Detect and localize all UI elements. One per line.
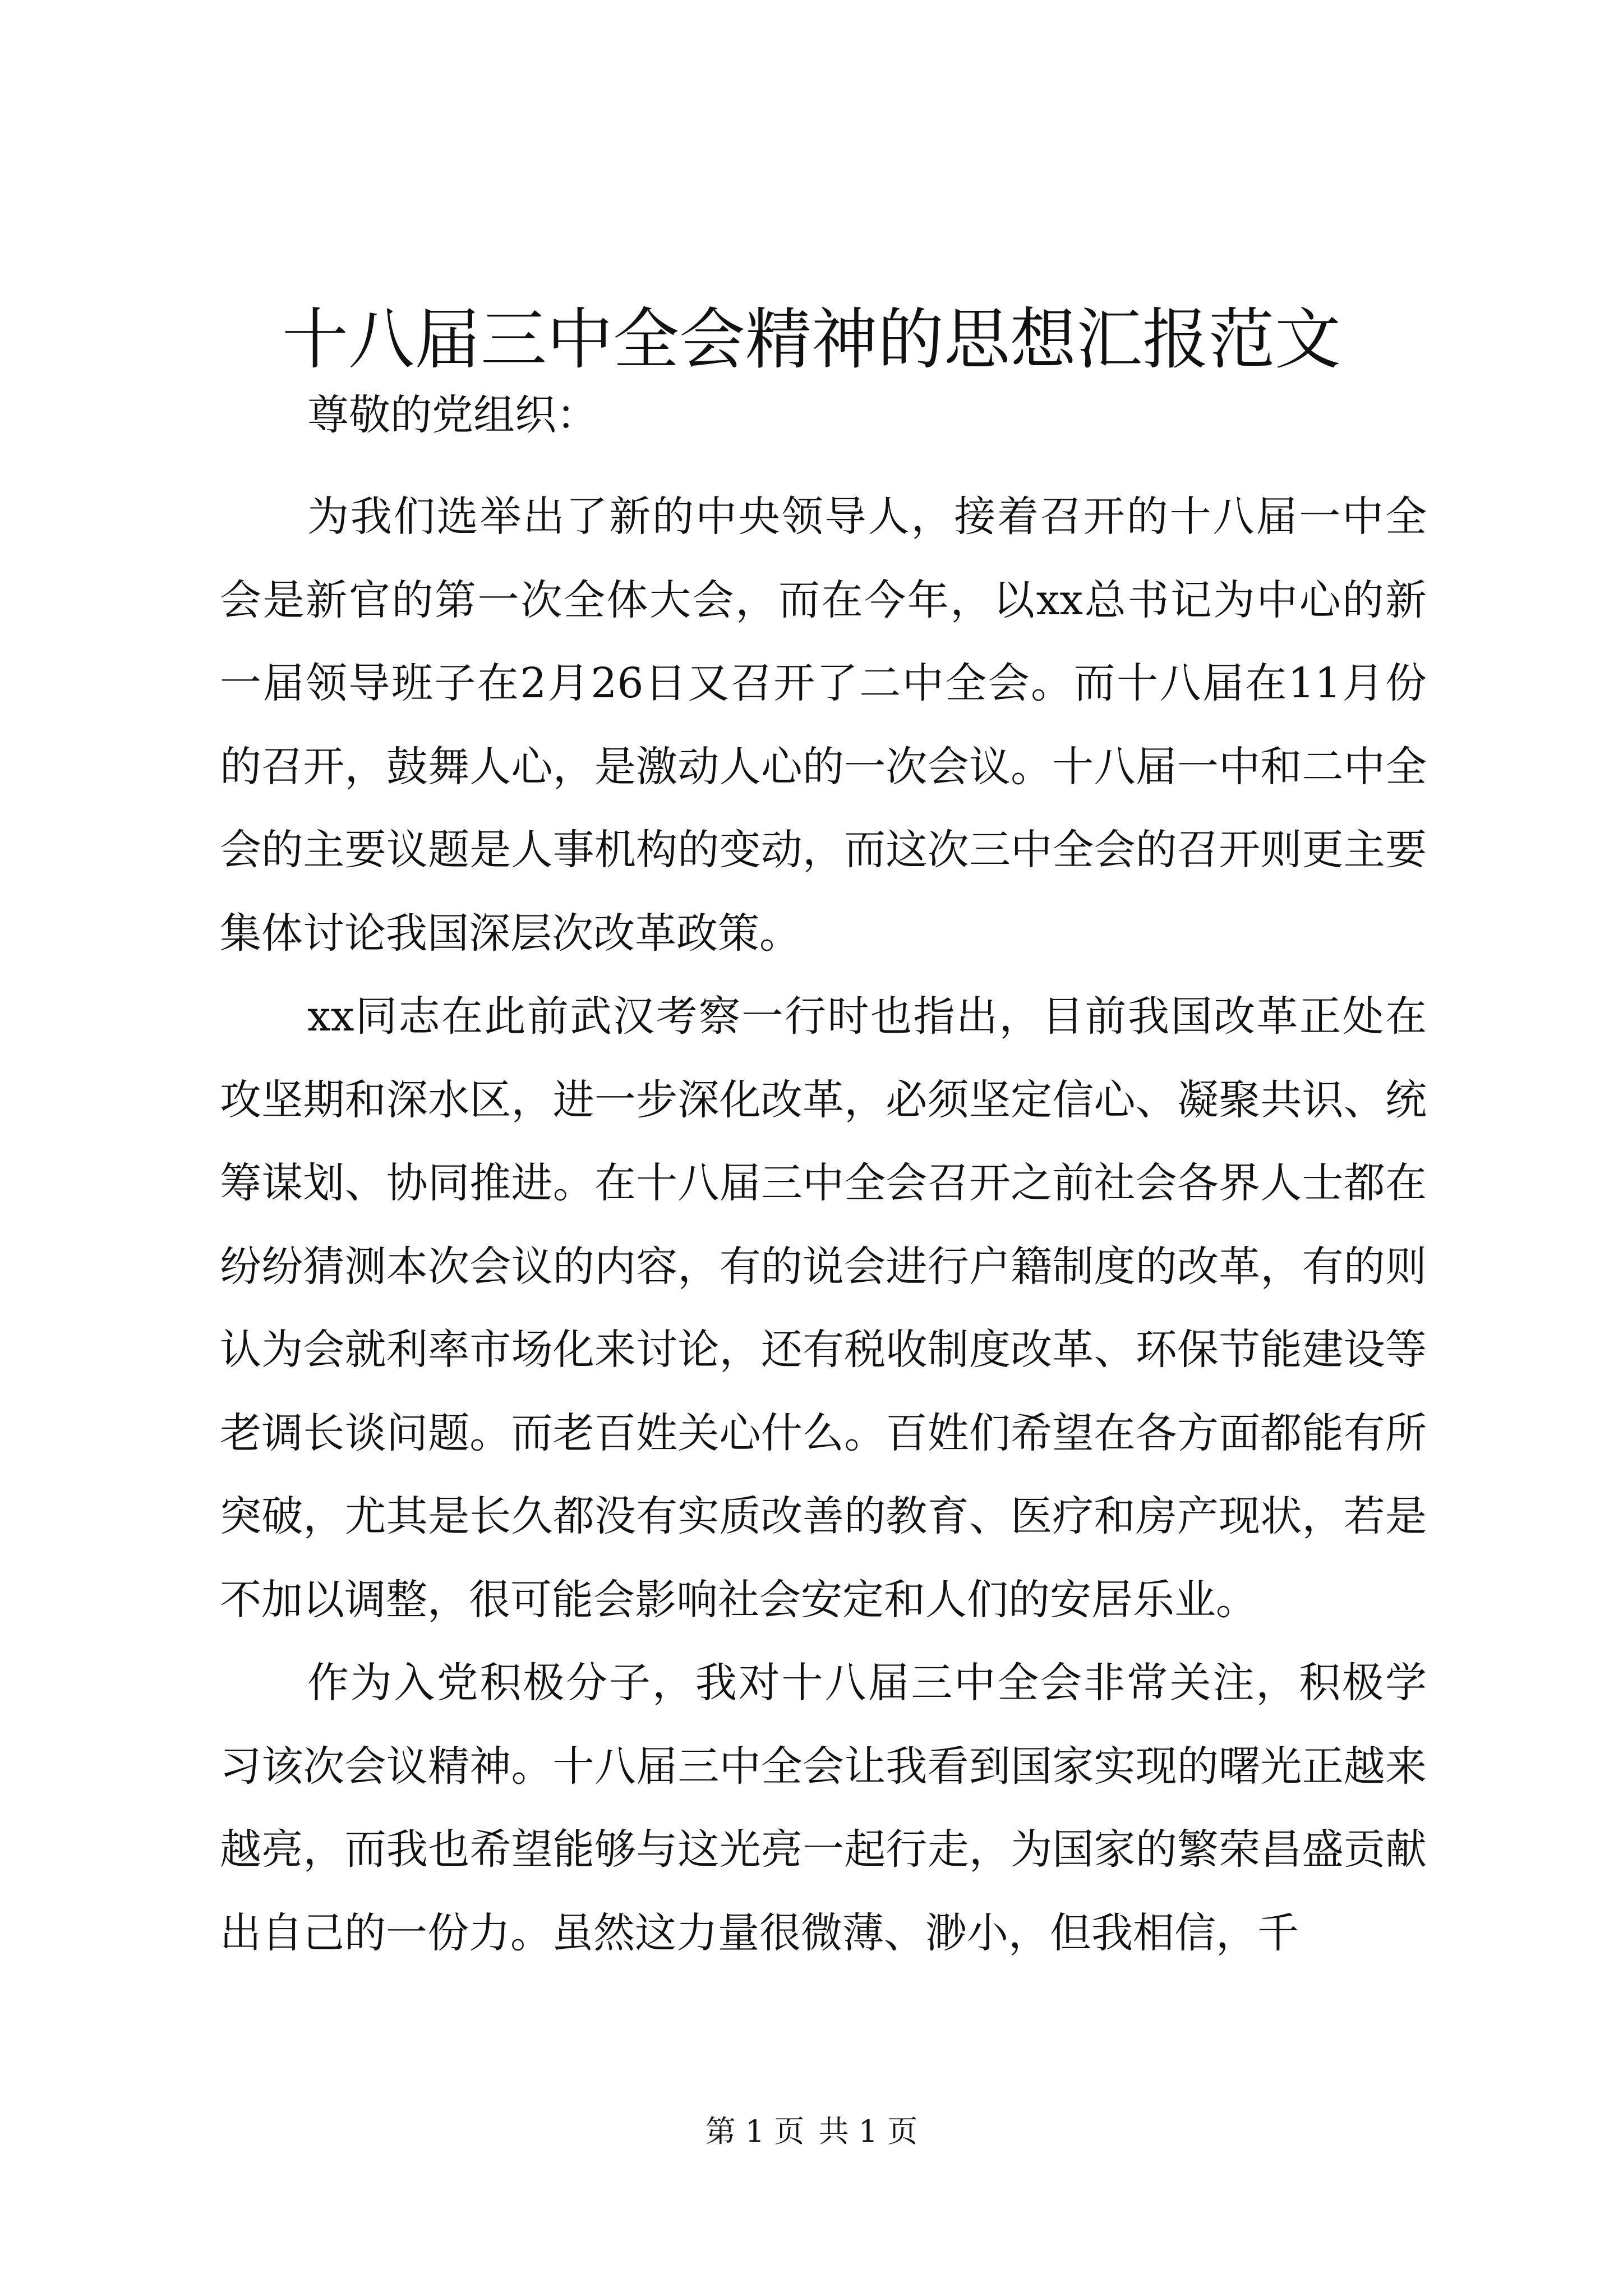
document-body	[220, 475, 1427, 1975]
page-number: 第 1 页	[705, 2114, 805, 2149]
paragraph: xx同志在此前武汉考察一行时也指出，目前我国改革正处在攻坚期和深水区，进一步深化改革，必须坚定信心、凝聚共识、统筹谋划、协同推进。在十八届三中全会召开之前社会各界人士都在纷纷猜测本次会议的内容，有的说会进行户籍制度的改革，有的则认为会就利率市场化来讨论，还有税收制度改革、环保节能建设等老调长谈问题。而老百姓关心什么。百姓们希望在各方面都能有所突破，尤其是长久都没有实质改善的教育、医疗和房产现状，若是不加以调整，很可能会影响社会安定和人们的安居乐业。	[220, 992, 1427, 1624]
document-title: 十八届三中全会精神的思想汇报范文	[282, 301, 1341, 378]
salutation: 尊敬的党组织：	[307, 391, 598, 439]
paragraph: 作为入党积极分子，我对十八届三中全会非常关注，积极学习该次会议精神。十八届三中全会让我看到国家实现的曙光正越来越亮，而我也希望能够与这光亮一起行走，为国家的繁荣昌盛贡献出自己的一份力。虽然这力量很微薄、渺小，但我相信，千	[220, 1659, 1427, 1957]
paragraph: 为我们选举出了新的中央领导人，接着召开的十八届一中全会是新官的第一次全体大会，而在今年，以xx总书记为中心的新一届领导班子在2月26日又召开了二中全会。而十八届在11月份的召开，鼓舞人心，是激动人心的一次会议。十八届一中和二中全会的主要议题是人事机构的变动，而这次三中全会的召开则更主要集体讨论我国深层次改革政策。	[220, 493, 1427, 958]
page-total: 共 1 页	[818, 2114, 918, 2149]
page-footer	[0, 2112, 1623, 2151]
